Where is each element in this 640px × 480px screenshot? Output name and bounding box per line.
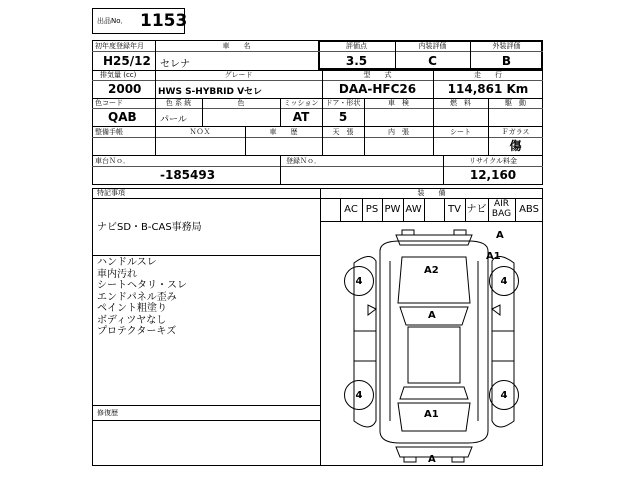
drive-label: 駆 動 bbox=[505, 99, 526, 107]
tire-rear-left: 4 bbox=[344, 380, 374, 410]
seat-label: シート bbox=[450, 128, 471, 136]
equipment-title: 装 備 bbox=[417, 189, 446, 197]
recycle-value: 12,160 bbox=[469, 168, 517, 182]
damage-mark: A1 bbox=[486, 251, 501, 262]
reg-label: 登録Ｎｏ． bbox=[286, 157, 321, 165]
nox-label: ＮＯＸ bbox=[189, 128, 211, 136]
damage-mark: A bbox=[496, 230, 504, 241]
year-value: H25/12 bbox=[103, 54, 151, 68]
cc-label: 排気量 (cc) bbox=[100, 71, 137, 79]
score-label: 評価点 bbox=[346, 42, 367, 50]
fuel-label: 燃 料 bbox=[450, 99, 471, 107]
name-label: 車 名 bbox=[222, 42, 251, 50]
note-item: シートヘタリ・スレ bbox=[97, 280, 187, 291]
tire-rear-right: 4 bbox=[489, 380, 519, 410]
equip-ps: PS bbox=[365, 204, 379, 215]
notes-list bbox=[97, 257, 187, 338]
color-type-label: 色 系 統 bbox=[165, 99, 192, 107]
roof-label: 天 張 bbox=[332, 128, 354, 136]
manual-label: 整備手帳 bbox=[95, 128, 123, 136]
chassis-label: 車台Ｎｏ． bbox=[95, 157, 130, 165]
mission-value: AT bbox=[292, 110, 310, 124]
tire-front-right: 4 bbox=[489, 266, 519, 296]
color-code-value: QAB bbox=[108, 110, 137, 124]
lot-number: 1153 bbox=[140, 11, 188, 31]
inspection-label: 車 検 bbox=[388, 99, 409, 107]
equip-ac: AC bbox=[344, 204, 358, 215]
cc-value: 2000 bbox=[108, 82, 142, 96]
car-diagram bbox=[320, 221, 543, 466]
damage-mark: A1 bbox=[424, 409, 439, 420]
equip-navi: ナビ bbox=[466, 204, 487, 215]
note-item: ハンドルスレ bbox=[97, 257, 157, 268]
note-item: ボディツヤなし bbox=[97, 314, 167, 326]
note-item: 車内汚れ bbox=[97, 268, 137, 280]
grade-value: HWS S-HYBRID Vセレ bbox=[158, 87, 263, 97]
score-value: 3.5 bbox=[345, 54, 368, 68]
lot-label: 出品No． bbox=[97, 17, 128, 25]
exterior-label: 外装評価 bbox=[492, 42, 521, 50]
grade-label: グレード bbox=[224, 71, 253, 79]
name-value: セレナ bbox=[160, 59, 190, 70]
tire-front-left: 4 bbox=[344, 266, 374, 296]
damage-mark: A bbox=[428, 310, 436, 321]
recycle-label: リサイクル料金 bbox=[468, 157, 518, 165]
color-label: 色 bbox=[237, 99, 245, 107]
equip-tv: TV bbox=[448, 204, 461, 215]
interior-value: C bbox=[428, 54, 437, 68]
color-code-label: 色コード bbox=[95, 99, 123, 107]
note-item: エンドパネル歪み bbox=[97, 291, 177, 303]
note-item: ペイント粗塗り bbox=[97, 303, 167, 314]
glass-value: 傷 bbox=[509, 139, 522, 153]
exterior-value: B bbox=[501, 54, 512, 68]
model-label: 型 式 bbox=[363, 71, 392, 79]
equip-airbag: AIR BAG bbox=[491, 199, 512, 219]
note-item: プロテクターキズ bbox=[97, 326, 177, 337]
color-type-value: パール bbox=[160, 115, 187, 125]
mileage-value: 114,861 Km bbox=[447, 82, 529, 96]
history-label: 車 歴 bbox=[269, 128, 298, 136]
notes-title: 特記事項 bbox=[97, 189, 125, 197]
notes-line1: ナビSD・B-CAS事務局 bbox=[97, 222, 202, 233]
year-label: 初年度登録年月 bbox=[95, 42, 144, 50]
glass-label: Ｆガラス bbox=[501, 128, 530, 136]
trim-label: 内 張 bbox=[388, 128, 409, 136]
repair-label: 修復歴 bbox=[97, 409, 118, 417]
equip-abs: ABS bbox=[519, 204, 539, 215]
model-value: DAA-HFC26 bbox=[338, 82, 417, 96]
interior-label: 内装評価 bbox=[418, 42, 447, 50]
equip-pw: PW bbox=[384, 204, 401, 215]
doors-value: 5 bbox=[338, 110, 348, 124]
equip-aw: AW bbox=[405, 204, 422, 215]
doors-label: ドア・形状 bbox=[325, 99, 361, 107]
damage-mark: A bbox=[428, 454, 436, 465]
mission-label: ミッション bbox=[283, 99, 319, 107]
damage-mark: A2 bbox=[424, 265, 439, 276]
chassis-value: -185493 bbox=[160, 168, 216, 182]
mileage-label: 走 行 bbox=[474, 71, 502, 79]
